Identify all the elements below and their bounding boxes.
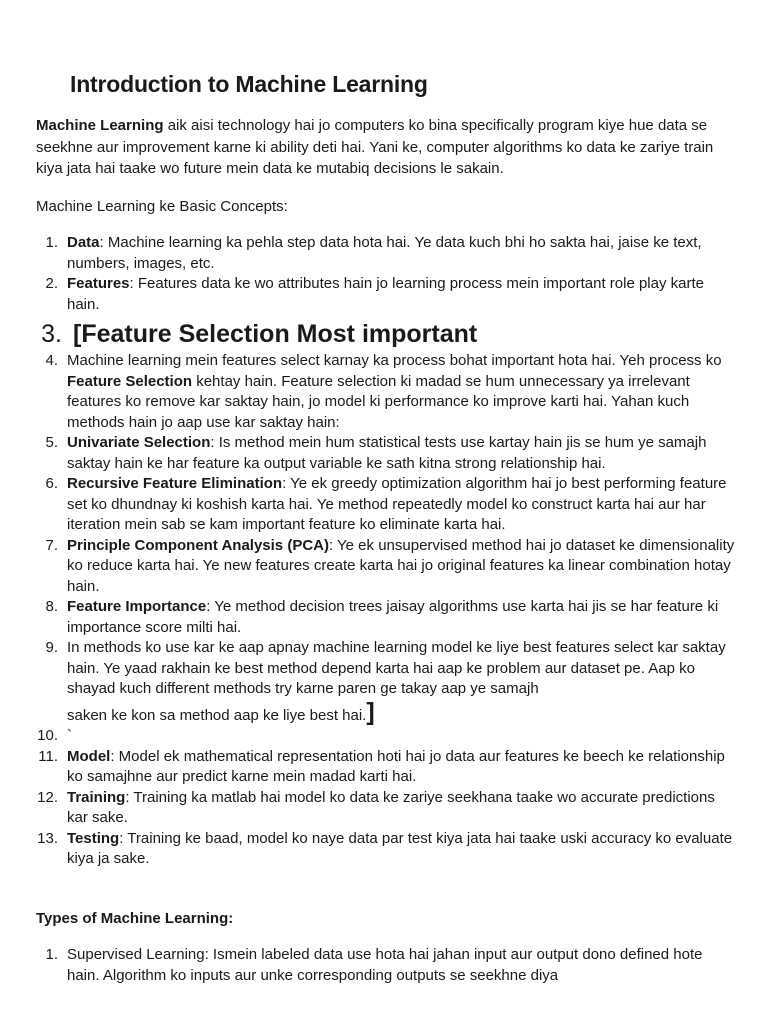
list-item-training: 12. Training: Training ka matlab hai model ko data ke zariye seekhana taake wo accurate predictions kar sake. [37, 788, 715, 826]
list-item-univariate-selection: 5. Univariate Selection: Is method mein hum statistical tests use kartay hain jis se hum ye samajh saktay hain ke har feature ka output variable ke sath kitna strong relationship hai. [45, 434, 707, 472]
list-item-feature-importance: 8. Feature Importance: Ye method decision trees jaisay algorithms use karta hai jis se har feature ki importance score milti hai. [45, 598, 719, 636]
intro-text: aik aisi technology hai jo computers ko bina specifically program kiye hue data se seekhne aur improvement karne ki ability deti hai. Yani ke, computer algorithms ko data ke zariye train kiya jata hai taake wo future mein data ke mutabiq decisions le sakain. [36, 117, 714, 177]
intro-paragraph [36, 115, 736, 180]
list-item-backtick: 10. ` [37, 727, 72, 744]
list-item-data: 1. Data: Machine learning ka pehla step data hota hai. Ye data kuch bhi ho sakta hai, jaise ke text, numbers, images, etc. [45, 234, 702, 272]
types-list [0, 945, 736, 986]
types-heading: Types of Machine Learning: [36, 910, 234, 927]
page-title: Introduction to Machine Learning [70, 71, 428, 97]
intro-term: Machine Learning [36, 117, 164, 134]
concepts-heading: Machine Learning ke Basic Concepts: [36, 198, 288, 215]
concepts-list [0, 233, 736, 870]
list-item-testing: 13. Testing: Training ke baad, model ko naye data par test kiya jata hai taake uski accuracy ko evaluate kiya ja sake. [37, 829, 733, 867]
list-item-feature-selection-intro: 4. Machine learning mein features select karnay ka process bohat important hota hai. Yeh process ko Feature Selection kehtay hain. Feature selection ki madad se hum unnecessary ya irrelevant features ko remove kar saktay hain, jo model ki performance ko improve karti hai. Yahan kuch methods hain jo aap use kar saktay hain: [45, 352, 722, 431]
list-item-pca: 7. Principle Component Analysis (PCA): Ye ek unsupervised method hai jo dataset ke dimensionality ko reduce karta hai. Ye new features create karta hai jo original features ka linear combination hotay hain. [45, 536, 735, 595]
list-item-recursive-feature-elimination: 6. Recursive Feature Elimination: Ye ek greedy optimization algorithm hai jo best performing feature set ko dhundnay ki koshish karta hai. Ye method repeatedly model ko construct karta hai aur har iteration mein sab se kam important feature ko eliminate karta hai. [45, 475, 727, 533]
list-item-methods-summary: 9. In methods ko use kar ke aap apnay machine learning model ke liye best features select kar saktay hain. Ye yaad rakhain ke best method depend karta hai aap ke problem aur dataset pe. Aap ko shayad kuch different methods try karne paren ge takay aap ye samajh saken ke kon sa method aap ke liye best hai.] [45, 639, 726, 726]
list-item-model: 11. Model: Model ek mathematical representation hoti hai jo data aur features ke beech ke relationship ko samajhne aur predict karne mein madad karti hai. [38, 747, 725, 785]
list-item-features: 2. Features: Features data ke wo attributes hain jo learning process mein important role play karte hain. [45, 275, 704, 313]
list-item-feature-selection-heading: 3. [Feature Selection Most important [41, 320, 478, 348]
list-item-supervised-learning: 1. Supervised Learning: Ismein labeled data use hota hai jahan input aur output dono defined hote hain. Algorithm ko inputs aur unke corresponding outputs se seekhne diya [45, 946, 703, 984]
